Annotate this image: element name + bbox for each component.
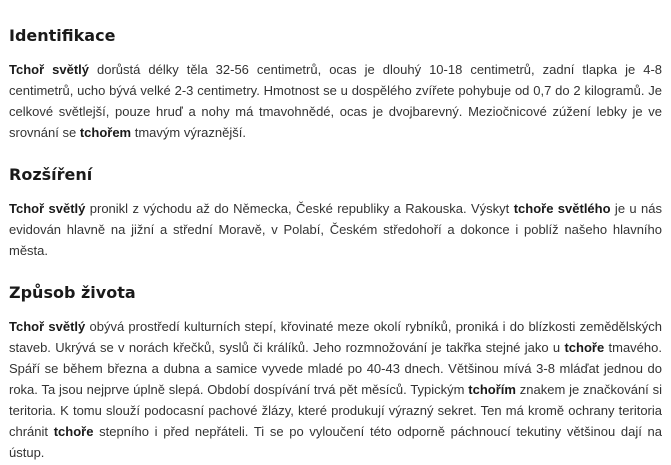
bold-term: tchoře světlého [513,201,611,216]
section-paragraph [9,198,662,261]
bold-term: tchořem [79,125,132,140]
paragraph-text: stepního i před nepřáteli. Ti se po vyloučení této odporně páchnoucí tekutiny většinou dají na ústup. [9,424,663,460]
bold-term: Tchoř světlý [9,201,86,216]
paragraph-text: dorůstá délky těla 32-56 centimetrů, ocas je dlouhý 10-18 centimetrů, zadní tlapka je 4-8 centimetrů, ucho bývá velké 2-3 centimetry. Hmotnost se u dospělého zvířete pohybuje od 0,7 do 2 kilogramů. Je celkové světlejší, pouze hruď a nohy má tmavohnědé, ocas je dvojbarevný. Meziočnicové zúžení lebky je ve srovnání se [9,62,663,140]
section-heading: Způsob života [9,283,136,302]
paragraph-text: znakem je značkování si teritoria. K tomu slouží podocasní pachové žlázy, které produkují výrazný sekret. Ten má kromě ochrany teritoria chránit [9,382,662,439]
section-rozsireni [9,165,662,261]
section-paragraph [9,59,662,143]
section-heading: Rozšíření [9,165,93,184]
section-zpusob-zivota [9,283,662,463]
paragraph-text: tmavého. Spáří se během března a dubna a samice vyvede mladé po 40-43 dnech. Většinou mívá 3-8 mláďat jednou do roka. Ta jsou nejprve úplně slepá. Období dospívání trvá pět měsíců. Typickým [9,340,662,397]
paragraph-text: je u nás evidován hlavně na jižní a střední Moravě, v Polabí, Českém středohoří a dokonce i poblíž našeho hlavního města. [9,201,662,258]
bold-term: Tchoř světlý [9,62,90,77]
paragraph-text: tmavým výraznější. [131,125,246,140]
section-paragraph [9,316,662,463]
paragraph-text: pronikl z východu až do Německa, České republiky a Rakouska. Výskyt [85,201,514,216]
bold-term: tchoře [564,340,605,355]
bold-term: tchořím [468,382,516,397]
bold-term: Tchoř světlý [9,319,86,334]
section-identifikace [9,26,662,143]
bold-term: tchoře [53,424,94,439]
section-heading: Identifikace [9,26,116,45]
paragraph-text: obývá prostředí kulturních stepí, křovinaté meze okolí rybníků, proniká i do blízkosti zemědělských staveb. Ukrývá se v norách křečků, syslů či králíků. Jeho rozmnožování je takřka stejné jako u [9,319,663,355]
